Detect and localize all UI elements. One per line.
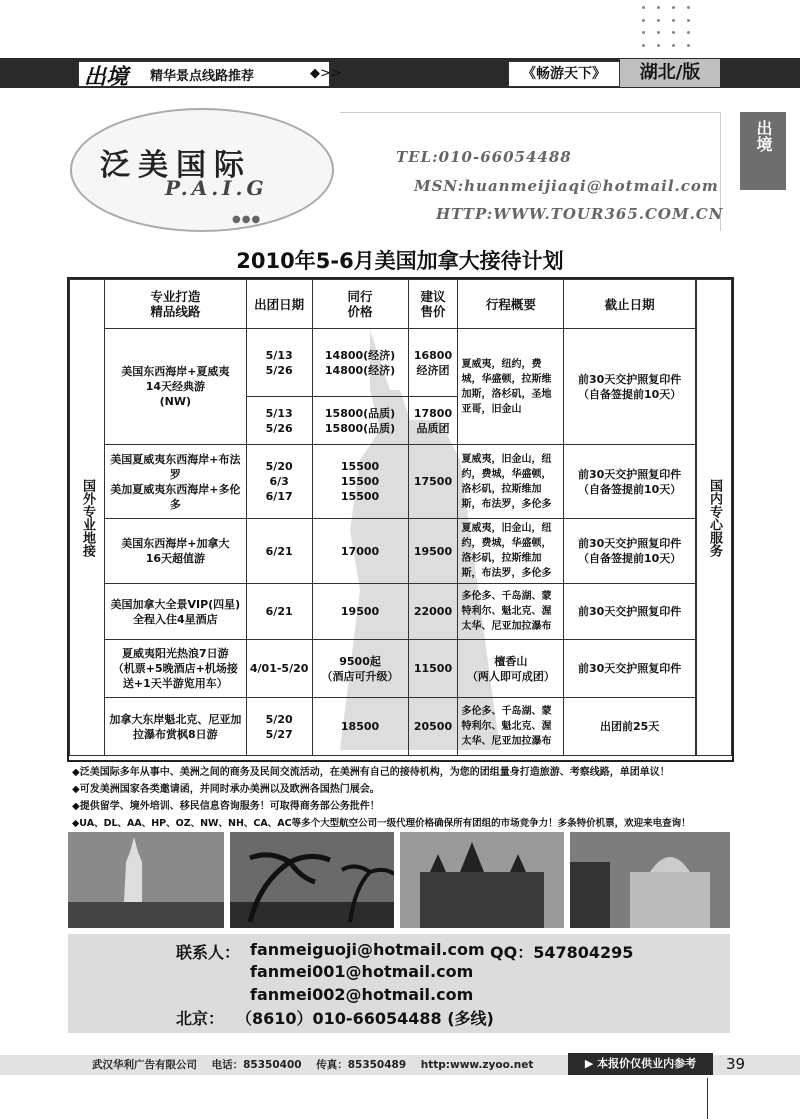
photo-palm-beach	[230, 832, 394, 928]
contact-qq: QQ：547804295	[490, 943, 634, 962]
cell-peer-price: 9500起 （酒店可升级）	[312, 640, 408, 698]
decorative-dot-grid	[638, 2, 698, 52]
ad-msn: MSN:huanmeijiaqi@hotmail.com	[414, 177, 719, 195]
cell-dates: 5/13 5/26	[246, 329, 312, 397]
cell-deadline: 前30天交护照复印件	[564, 640, 696, 698]
cell-dates: 4/01-5/20	[246, 640, 312, 698]
note-item: ◆UA、DL、AA、HP、OZ、NW、NH、CA、AC等多个大型航空公司一级代理价格确保所有团组的市场竞争力！多条特价机票，欢迎来电查询！	[72, 818, 691, 829]
footer-disclaimer-text: 本报价仅供业内参考	[597, 1057, 697, 1070]
side-label-left: 国外专业地接	[69, 279, 105, 756]
table-row	[105, 698, 696, 756]
col-header-route: 专业打造 精品线路	[105, 280, 247, 329]
photo-cathedral-square	[570, 832, 730, 928]
footer-tel: 电话：85350400	[211, 1059, 302, 1071]
cell-peer-price: 17000	[312, 519, 408, 584]
cell-peer-price: 18500	[312, 698, 408, 756]
cell-retail-price: 22000	[408, 584, 458, 640]
header-brand: 出境	[84, 64, 129, 90]
cell-summary: 多伦多、千岛湖、蒙特利尔、魁北克、渥太华、尼亚加拉瀑布	[458, 584, 564, 640]
table-row	[105, 584, 696, 640]
cell-dates: 5/20 5/27	[246, 698, 312, 756]
col-header-peer-price: 同行 价格	[312, 280, 408, 329]
footer-website[interactable]: http:www.zyoo.net	[420, 1059, 534, 1071]
beijing-label: 北京：	[176, 1009, 225, 1028]
side-section-tab	[740, 112, 786, 190]
footer-disclaimer	[568, 1053, 713, 1075]
cell-route: 美国东西海岸+加拿大 16天超值游	[105, 519, 247, 584]
col-header-dates: 出团日期	[246, 280, 312, 329]
divider	[707, 1078, 708, 1119]
ad-tel: TEL:010-66054488	[396, 148, 572, 166]
logo-chinese: 泛美国际	[100, 148, 252, 183]
cell-route: 美国夏威夷东西海岸+布法罗 美加夏威夷东西海岸+多伦多	[105, 445, 247, 519]
footer-fax: 传真：85350489	[316, 1059, 407, 1071]
col-header-summary: 行程概要	[458, 280, 564, 329]
cell-dates: 5/20 6/3 6/17	[246, 445, 312, 519]
cell-summary: 夏威夷，旧金山，纽约，费城，华盛顿，洛杉矶，拉斯维加斯，布法罗，多伦多	[458, 519, 564, 584]
page-title: 2010年5-6月美国加拿大接待计划	[236, 249, 564, 273]
cell-retail-price: 11500	[408, 640, 458, 698]
cell-retail-price: 17800 品质团	[408, 397, 458, 445]
cell-dates: 6/21	[246, 519, 312, 584]
cell-retail-price: 17500	[408, 445, 458, 519]
cell-summary: 多伦多、千岛湖、蒙特利尔、魁北克、渥太华、尼亚加拉瀑布	[458, 698, 564, 756]
cell-peer-price: 14800(经济) 14800(经济)	[312, 329, 408, 397]
cell-peer-price: 19500	[312, 584, 408, 640]
table-row	[105, 640, 696, 698]
page-number: 39	[726, 1055, 746, 1073]
footer-info	[92, 1057, 533, 1072]
cell-summary: 夏威夷，旧金山，纽约，费城，华盛顿，洛杉矶，拉斯维加斯，布法罗，多伦多	[458, 445, 564, 519]
cell-dates: 5/13 5/26	[246, 397, 312, 445]
contact-label: 联系人：	[176, 943, 241, 962]
cell-route: 美国东西海岸+夏威夷 14天经典游 (NW)	[105, 329, 247, 445]
side-label-right: 国内专心服务	[696, 279, 732, 756]
edition-label: 湖北/版	[620, 59, 720, 87]
logo-dots-icon: ●●●	[232, 214, 262, 225]
ad-website: HTTP:WWW.TOUR365.COM.CN	[436, 205, 724, 223]
cell-summary: 檀香山 （两人即可成团）	[458, 640, 564, 698]
cell-deadline: 出团前25天	[564, 698, 696, 756]
side-tab-label: 出境	[754, 120, 773, 152]
plan-table	[104, 279, 696, 756]
cell-peer-price: 15800(品质) 15800(品质)	[312, 397, 408, 445]
cell-retail-price: 16800 经济团	[408, 329, 458, 397]
logo-english: P.A.I.G	[165, 176, 268, 200]
col-header-retail-price: 建议 售价	[408, 280, 458, 329]
col-header-deadline: 截止日期	[564, 280, 696, 329]
notes-list	[72, 764, 762, 832]
arrow-icon: ▶	[584, 1057, 598, 1070]
cell-deadline: 前30天交护照复印件 （自备签提前10天）	[564, 445, 696, 519]
beijing-phone: （8610）010-66054488 (多线)	[236, 1009, 494, 1028]
table-row	[105, 445, 696, 519]
cell-route: 加拿大东岸魁北克、尼亚加拉瀑布赏枫8日游	[105, 698, 247, 756]
contact-email-3[interactable]: fanmei002@hotmail.com	[250, 985, 474, 1004]
diamond-arrow-icon: ◆>>	[310, 66, 342, 81]
cell-route: 美国加拿大全景VIP(四星) 全程入住4星酒店	[105, 584, 247, 640]
note-item: ◆泛美国际多年从事中、美洲之间的商务及民间交流活动，在美洲有自己的接待机构，为您的团组量身打造旅游、考察线路，单团单议！	[72, 767, 670, 778]
footer-company: 武汉华利广告有限公司	[92, 1059, 197, 1071]
magazine-name: 《畅游天下》	[508, 61, 620, 87]
table-row	[105, 329, 696, 397]
cell-route: 夏威夷阳光热浪7日游 （机票+5晚酒店+机场接送+1天半游览用车）	[105, 640, 247, 698]
cell-peer-price: 15500 15500 15500	[312, 445, 408, 519]
table-header-row	[105, 280, 696, 329]
photo-chateau	[400, 832, 564, 928]
cell-summary: 夏威夷，纽约，费城，华盛顿，拉斯维加斯，洛杉矶，圣地亚哥，旧金山	[458, 329, 564, 445]
photo-statue-of-liberty	[68, 832, 224, 928]
contact-email-2[interactable]: fanmei001@hotmail.com	[250, 962, 474, 981]
cell-retail-price: 20500	[408, 698, 458, 756]
note-item: ◆可发美洲国家各类邀请函，并同时承办美洲以及欧洲各国热门展会。	[72, 784, 380, 795]
cell-deadline: 前30天交护照复印件 （自备签提前10天）	[564, 329, 696, 445]
cell-deadline: 前30天交护照复印件 （自备签提前10天）	[564, 519, 696, 584]
header-section-title: 精华景点线路推荐	[150, 69, 255, 84]
cell-deadline: 前30天交护照复印件	[564, 584, 696, 640]
note-item: ◆提供留学、境外培训、移民信息咨询服务！可取得商务部公务批件！	[72, 801, 380, 812]
cell-retail-price: 19500	[408, 519, 458, 584]
contact-email-1[interactable]: fanmeiguoji@hotmail.com	[250, 940, 485, 959]
table-row	[105, 519, 696, 584]
cell-dates: 6/21	[246, 584, 312, 640]
